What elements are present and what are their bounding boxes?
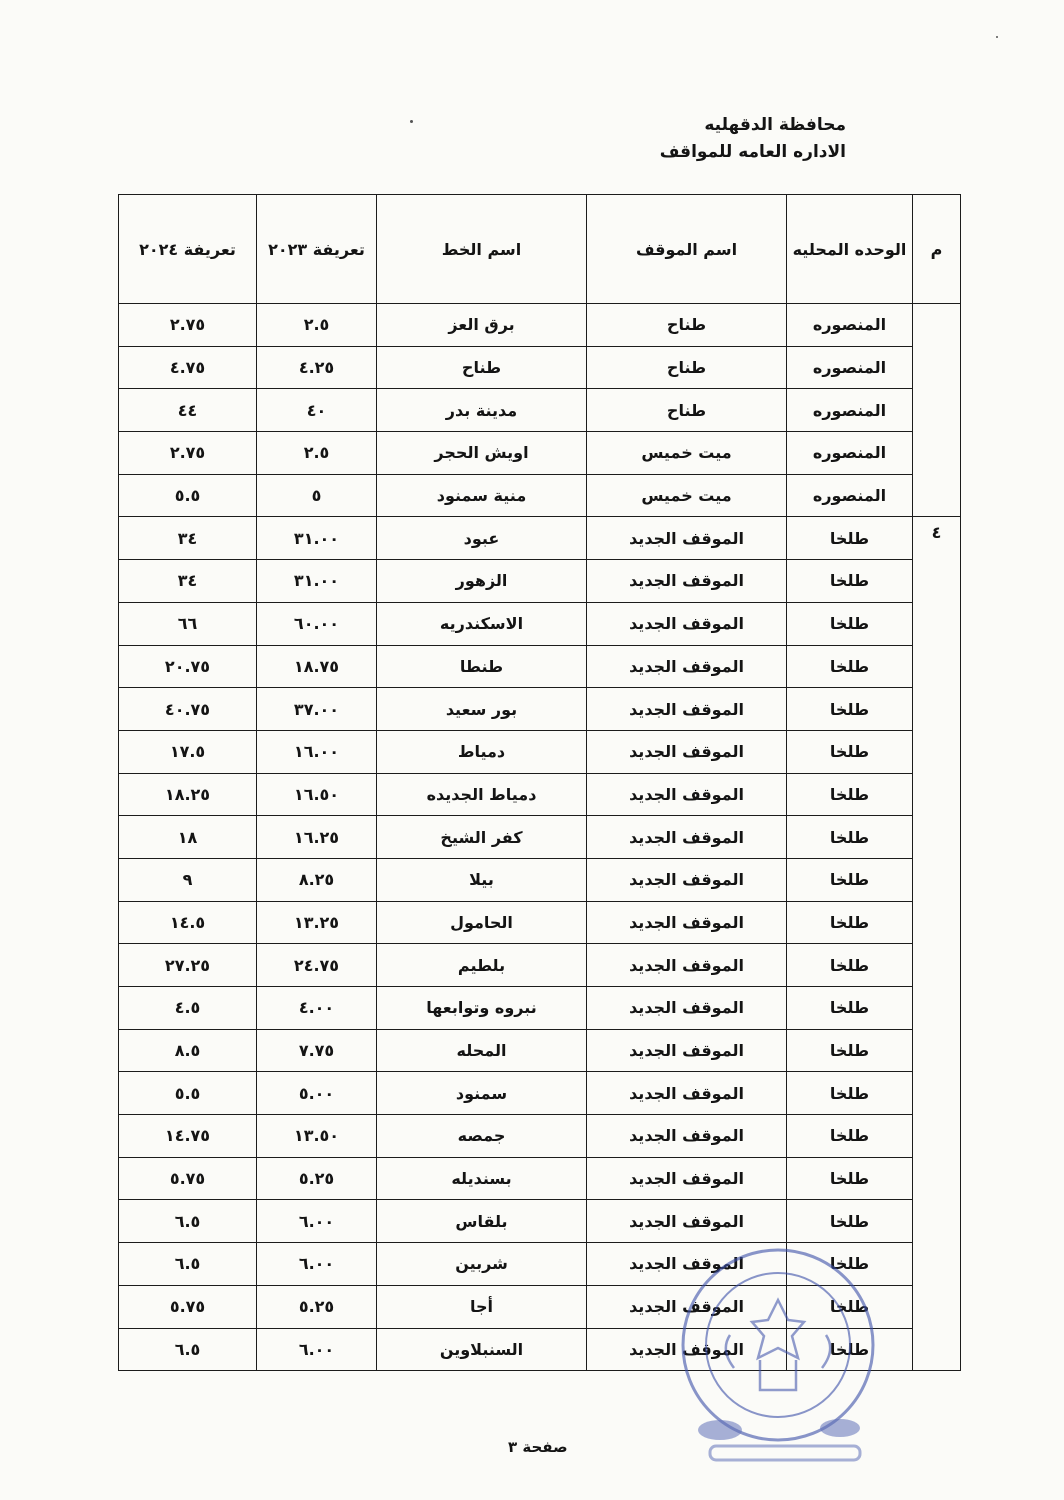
table-row (119, 1328, 961, 1371)
line-name-cell: بلقاس (377, 1200, 587, 1243)
stop-name-cell: الموقف الجديد (587, 602, 787, 645)
stop-name-cell: طناح (587, 346, 787, 389)
tariff-2024-cell: ٤.٧٥ (119, 346, 257, 389)
stop-name-cell: الموقف الجديد (587, 1029, 787, 1072)
table-row (119, 688, 961, 731)
table-row (119, 1200, 961, 1243)
tariff-2024-cell: ٢٠.٧٥ (119, 645, 257, 688)
local-unit-cell: المنصوره (787, 304, 913, 347)
tariff-2023-cell: ٨.٢٥ (257, 858, 377, 901)
speck (410, 120, 413, 123)
table-row (119, 1072, 961, 1115)
speck (996, 36, 998, 38)
header-m: م (913, 195, 961, 304)
local-unit-cell: طلخا (787, 517, 913, 560)
tariff-2024-cell: ٩ (119, 858, 257, 901)
local-unit-cell: طلخا (787, 1285, 913, 1328)
tariff-2024-cell: ٢٧.٢٥ (119, 944, 257, 987)
tariff-table (118, 194, 961, 1371)
tariff-2023-cell: ٢.٥ (257, 304, 377, 347)
tariff-2024-cell: ٢.٧٥ (119, 432, 257, 475)
tariff-2024-cell: ٨.٥ (119, 1029, 257, 1072)
local-unit-cell: المنصوره (787, 346, 913, 389)
tariff-2023-cell: ٣١.٠٠ (257, 517, 377, 560)
tariff-2024-cell: ٦.٥ (119, 1243, 257, 1286)
local-unit-cell: طلخا (787, 730, 913, 773)
tariff-2024-cell: ٤٠.٧٥ (119, 688, 257, 731)
local-unit-cell: طلخا (787, 944, 913, 987)
tariff-2024-cell: ٦٦ (119, 602, 257, 645)
line-name-cell: نبروه وتوابعها (377, 987, 587, 1030)
line-name-cell: بيلا (377, 858, 587, 901)
tariff-2023-cell: ٦٠.٠٠ (257, 602, 377, 645)
tariff-2024-cell: ٥.٥ (119, 1072, 257, 1115)
tariff-2024-cell: ٥.٧٥ (119, 1285, 257, 1328)
stop-name-cell: الموقف الجديد (587, 773, 787, 816)
stop-name-cell: الموقف الجديد (587, 560, 787, 603)
tariff-2024-cell: ٣٤ (119, 560, 257, 603)
stop-name-cell: ميت خميس (587, 474, 787, 517)
line-name-cell: السنبلاوين (377, 1328, 587, 1371)
table-row (119, 432, 961, 475)
local-unit-cell: طلخا (787, 1200, 913, 1243)
local-unit-cell: طلخا (787, 1157, 913, 1200)
tariff-2023-cell: ١٦.٢٥ (257, 816, 377, 859)
local-unit-cell: المنصوره (787, 474, 913, 517)
tariff-2024-cell: ٢.٧٥ (119, 304, 257, 347)
tariff-2024-cell: ١٤.٥ (119, 901, 257, 944)
local-unit-cell: المنصوره (787, 432, 913, 475)
table-row (119, 645, 961, 688)
line-name-cell: شربين (377, 1243, 587, 1286)
line-name-cell: أجا (377, 1285, 587, 1328)
local-unit-cell: طلخا (787, 1328, 913, 1371)
stop-name-cell: الموقف الجديد (587, 1328, 787, 1371)
local-unit-cell: طلخا (787, 816, 913, 859)
tariff-2024-cell: ٦.٥ (119, 1200, 257, 1243)
stop-name-cell: الموقف الجديد (587, 816, 787, 859)
stop-name-cell: طناح (587, 304, 787, 347)
header-tariff-2024: تعريفة ٢٠٢٤ (119, 195, 257, 304)
table-row (119, 816, 961, 859)
local-unit-cell: المنصوره (787, 389, 913, 432)
local-unit-cell: طلخا (787, 987, 913, 1030)
local-unit-cell: طلخا (787, 645, 913, 688)
table-row (119, 773, 961, 816)
stop-name-cell: الموقف الجديد (587, 688, 787, 731)
header-stop-name: اسم الموقف (587, 195, 787, 304)
tariff-2023-cell: ٧.٧٥ (257, 1029, 377, 1072)
local-unit-cell: طلخا (787, 858, 913, 901)
line-name-cell: كفر الشيخ (377, 816, 587, 859)
document-header (660, 112, 846, 166)
stop-name-cell: الموقف الجديد (587, 645, 787, 688)
stop-name-cell: الموقف الجديد (587, 1200, 787, 1243)
stop-name-cell: الموقف الجديد (587, 1072, 787, 1115)
line-name-cell: اويش الحجر (377, 432, 587, 475)
tariff-2024-cell: ٤.٥ (119, 987, 257, 1030)
tariff-2024-cell: ١٨ (119, 816, 257, 859)
tariff-2024-cell: ١٨.٢٥ (119, 773, 257, 816)
line-name-cell: بلطيم (377, 944, 587, 987)
stop-name-cell: الموقف الجديد (587, 944, 787, 987)
local-unit-cell: طلخا (787, 1072, 913, 1115)
line-name-cell: منية سمنود (377, 474, 587, 517)
stop-name-cell: الموقف الجديد (587, 1243, 787, 1286)
line-name-cell: الحامول (377, 901, 587, 944)
table-row (119, 304, 961, 347)
tariff-2023-cell: ٦.٠٠ (257, 1243, 377, 1286)
stop-name-cell: الموقف الجديد (587, 1157, 787, 1200)
table-row (119, 1029, 961, 1072)
row-number-cell: ٤ (913, 517, 961, 1371)
tariff-2024-cell: ١٧.٥ (119, 730, 257, 773)
stop-name-cell: الموقف الجديد (587, 901, 787, 944)
line-name-cell: مدينة بدر (377, 389, 587, 432)
line-name-cell: طناح (377, 346, 587, 389)
stop-name-cell: ميت خميس (587, 432, 787, 475)
local-unit-cell: طلخا (787, 560, 913, 603)
stop-name-cell: الموقف الجديد (587, 987, 787, 1030)
table-row (119, 389, 961, 432)
tariff-2023-cell: ٥.٢٥ (257, 1285, 377, 1328)
header-local-unit: الوحده المحليه (787, 195, 913, 304)
tariff-2023-cell: ٣٧.٠٠ (257, 688, 377, 731)
table-row (119, 1115, 961, 1158)
tariff-2023-cell: ٤٠ (257, 389, 377, 432)
stop-name-cell: الموقف الجديد (587, 1285, 787, 1328)
tariff-2023-cell: ١٨.٧٥ (257, 645, 377, 688)
department-title: الاداره العامه للمواقف (659, 142, 846, 162)
tariff-2023-cell: ٤.٢٥ (257, 346, 377, 389)
tariff-2024-cell: ٣٤ (119, 517, 257, 560)
tariff-2023-cell: ١٦.٥٠ (257, 773, 377, 816)
local-unit-cell: طلخا (787, 1029, 913, 1072)
table-row (119, 901, 961, 944)
header-tariff-2023: تعريفة ٢٠٢٣ (257, 195, 377, 304)
table-row (119, 602, 961, 645)
table-row (119, 1285, 961, 1328)
tariff-2023-cell: ٢.٥ (257, 432, 377, 475)
local-unit-cell: طلخا (787, 773, 913, 816)
line-name-cell: جمصه (377, 1115, 587, 1158)
line-name-cell: طنطا (377, 645, 587, 688)
table-row (119, 517, 961, 560)
line-name-cell: دمياط (377, 730, 587, 773)
tariff-2023-cell: ١٣.٥٠ (257, 1115, 377, 1158)
stop-name-cell: الموقف الجديد (587, 730, 787, 773)
stop-name-cell: الموقف الجديد (587, 858, 787, 901)
local-unit-cell: طلخا (787, 602, 913, 645)
table-body (119, 304, 961, 1371)
table-row (119, 346, 961, 389)
stop-name-cell: الموقف الجديد (587, 1115, 787, 1158)
table-row (119, 730, 961, 773)
table-row (119, 944, 961, 987)
table-row (119, 560, 961, 603)
table-row (119, 474, 961, 517)
tariff-2023-cell: ٥.٢٥ (257, 1157, 377, 1200)
tariff-2023-cell: ١٦.٠٠ (257, 730, 377, 773)
tariff-2023-cell: ٥.٠٠ (257, 1072, 377, 1115)
local-unit-cell: طلخا (787, 688, 913, 731)
line-name-cell: بسنديله (377, 1157, 587, 1200)
tariff-2024-cell: ٥.٧٥ (119, 1157, 257, 1200)
table-row (119, 1157, 961, 1200)
line-name-cell: الزهور (377, 560, 587, 603)
tariff-2024-cell: ٥.٥ (119, 474, 257, 517)
tariff-2023-cell: ٦.٠٠ (257, 1328, 377, 1371)
line-name-cell: المحله (377, 1029, 587, 1072)
table-row (119, 1243, 961, 1286)
tariff-2024-cell: ١٤.٧٥ (119, 1115, 257, 1158)
page-number: صفحة ٣ (508, 1438, 568, 1456)
local-unit-cell: طلخا (787, 1243, 913, 1286)
line-name-cell: برق العز (377, 304, 587, 347)
line-name-cell: بور سعيد (377, 688, 587, 731)
row-number-cell (913, 304, 961, 517)
table-row (119, 858, 961, 901)
tariff-2023-cell: ٢٤.٧٥ (257, 944, 377, 987)
local-unit-cell: طلخا (787, 1115, 913, 1158)
tariff-2024-cell: ٦.٥ (119, 1328, 257, 1371)
table-header-row (119, 195, 961, 304)
line-name-cell: عبود (377, 517, 587, 560)
line-name-cell: سمنود (377, 1072, 587, 1115)
tariff-2024-cell: ٤٤ (119, 389, 257, 432)
line-name-cell: الاسكندريه (377, 602, 587, 645)
tariff-2023-cell: ٤.٠٠ (257, 987, 377, 1030)
line-name-cell: دمياط الجديده (377, 773, 587, 816)
stop-name-cell: الموقف الجديد (587, 517, 787, 560)
stop-name-cell: طناح (587, 389, 787, 432)
tariff-2023-cell: ٥ (257, 474, 377, 517)
tariff-2023-cell: ١٣.٢٥ (257, 901, 377, 944)
tariff-2023-cell: ٣١.٠٠ (257, 560, 377, 603)
header-line-name: اسم الخط (377, 195, 587, 304)
local-unit-cell: طلخا (787, 901, 913, 944)
table-row (119, 987, 961, 1030)
governorate-title: محافظة الدقهليه (704, 115, 846, 135)
tariff-2023-cell: ٦.٠٠ (257, 1200, 377, 1243)
